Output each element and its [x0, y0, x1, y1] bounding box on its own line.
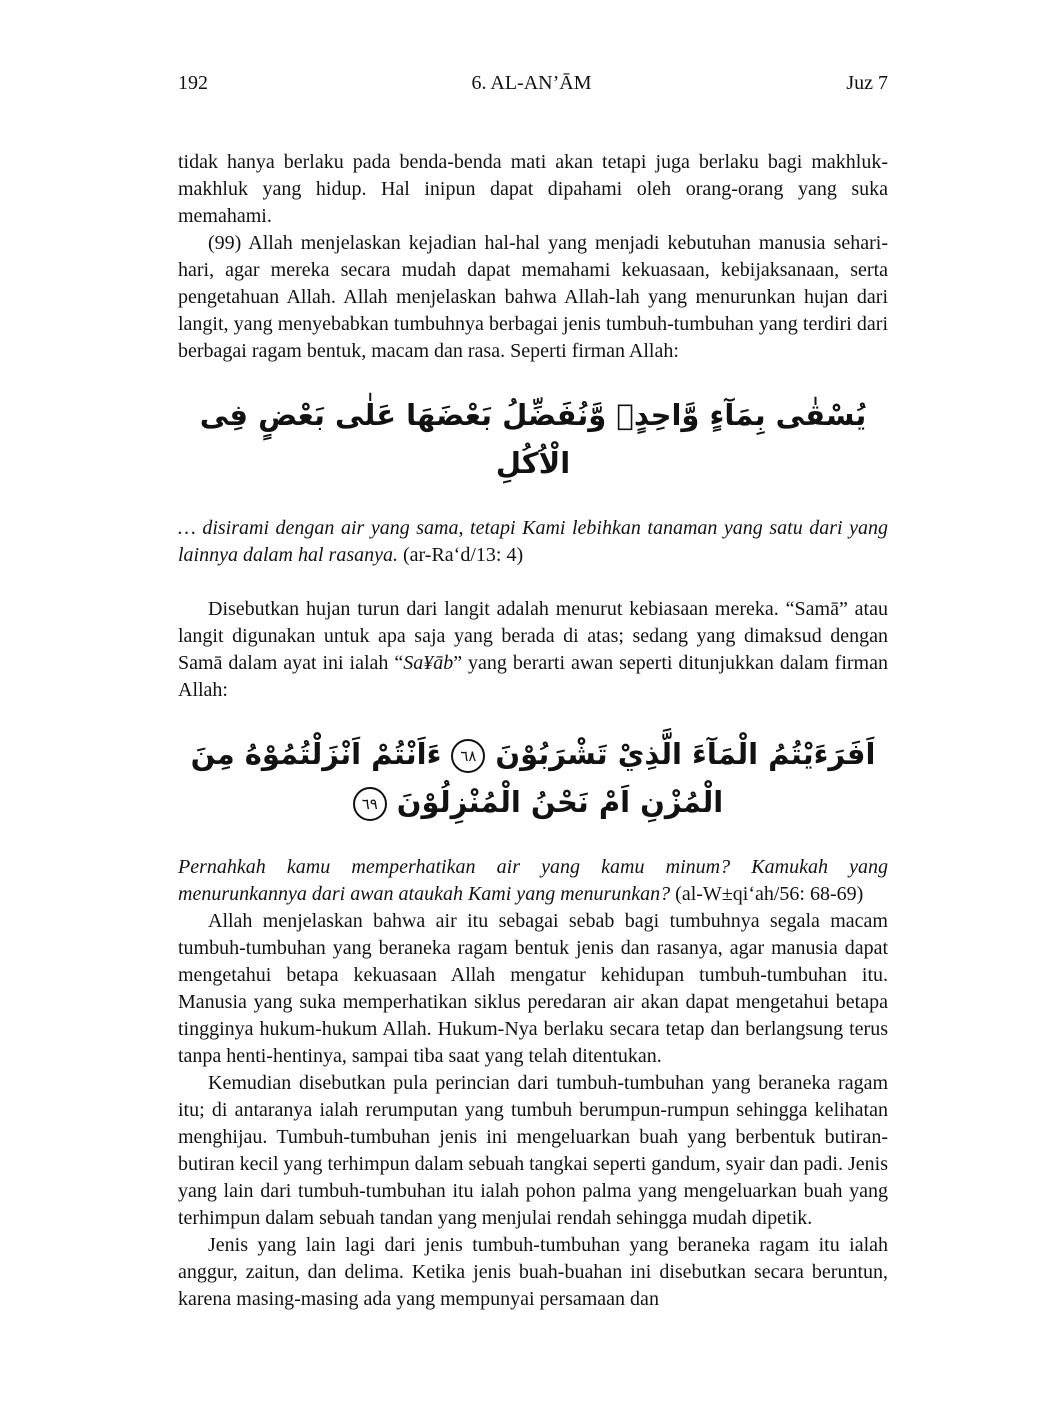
page-number: 192 [178, 72, 208, 94]
body-paragraph-jenis-lain: Jenis yang lain lagi dari jenis tumbuh-tumbuhan yang beraneka ragam itu ialah anggur, zaitun, dan delima. Ketika jenis buah-buahan ini disebutkan secara beruntun, karena masing-masing ada yang mempunyai persamaan dan [178, 1234, 888, 1310]
translation-reference: (ar-Ra‘d/13: 4) [398, 544, 524, 566]
verse-translation-al-waqiah [178, 854, 888, 908]
ayah-number-68: ٦٨ [451, 739, 485, 773]
ayah-number-69: ٦٩ [353, 787, 387, 821]
surah-title: 6. AL-AN’ĀM [471, 72, 592, 94]
body-paragraph-sama [178, 596, 888, 704]
arabic-verse-al-waqiah [178, 730, 888, 826]
body-paragraph-air: Allah menjelaskan bahwa air itu sebagai sebab bagi tumbuhnya segala macam tumbuh-tumbuhan yang beraneka ragam bentuk jenis dan rasanya, agar manusia dapat mengetahui betapa kekuasaan Allah mengatur kehidupan tumbuh-tumbuhan itu. Manusia yang suka memperhatikan siklus peredaran air akan dapat mengetahui betapa tingginya hukum-hukum Allah. Hukum-Nya berlaku secara tetap dan berlangsung terus tanpa henti-hentinya, sampai tiba saat yang telah ditentukan. [178, 910, 888, 1067]
body-paragraph-perincian: Kemudian disebutkan pula perincian dari tumbuh-tumbuhan yang beraneka ragam itu; di antaranya ialah rerumputan yang tumbuh berumpun-rumpun sehingga kelihatan menghijau. Tumbuh-tumbuhan jenis ini mengeluarkan buah yang berbentuk butiran-butiran kecil yang terhimpun dalam sebuah tangkai seperti gandum, syair dan padi. Jenis yang lain dari tumbuh-tumbuhan itu ialah pohon palma yang mengeluarkan buah yang terhimpun dalam sebuah tandan yang menjulai rendah sehingga mudah dipetik. [178, 1072, 888, 1229]
body-paragraph-continuation: tidak hanya berlaku pada benda-benda mati akan tetapi juga berlaku bagi makhluk-makhluk yang hidup. Hal inipun dapat dipahami oleh orang-orang yang suka memahami. [178, 151, 888, 227]
paragraph-segment: Disebutkan hujan turun dari langit adalah menurut kebiasaan mereka. “Samā” atau langit digunakan untuk apa saja yang berada di atas; sedang yang dimaksud dengan Samā dalam ayat ini ialah “ [178, 598, 888, 674]
translation-reference: (al-W±qi‘ah/56: 68-69) [670, 883, 864, 905]
arabic-verse-text: ءَاَنْتُمْ اَنْزَلْتُمُوْهُ مِنَ الْمُزْنِ اَمْ نَحْنُ الْمُنْزِلُوْنَ [190, 737, 724, 819]
arabic-verse-text: اَفَرَءَيْتُمُ الْمَآءَ الَّذِيْ تَشْرَبُوْنَ [495, 737, 876, 771]
paragraph-segment: ” yang berarti awan seperti ditunjukkan dalam firman Allah: [178, 652, 888, 701]
translation-text: Pernahkah kamu memperhatikan air yang kamu minum? Kamukah yang menurunkannya dari awan ataukah Kami yang menurunkan? [178, 856, 888, 905]
translation-text: … disirami dengan air yang sama, tetapi Kami lebihkan tanaman yang satu dari yang lainnya dalam hal rasanya. [178, 517, 888, 566]
page-header [178, 70, 888, 97]
arabic-verse-ar-rad: يُسْقٰى بِمَآءٍ وَّاحِدٍۙ وَّنُفَضِّلُ بَعْضَهَا عَلٰى بَعْضٍ فِى الْاُكُلِ [199, 398, 867, 480]
paragraph-segment-italic: Sa¥āb [403, 652, 454, 674]
body-paragraph-verse-99: (99) Allah menjelaskan kejadian hal-hal yang menjadi kebutuhan manusia sehari-hari, agar mereka secara mudah dapat memahami kekuasaan, kebijaksanaan, serta pengetahuan Allah. Allah menjelaskan bahwa Allah-lah yang menurunkan hujan dari langit, yang menyebabkan tumbuhnya berbagai jenis tumbuh-tumbuhan yang terdiri dari berbagai ragam bentuk, macam dan rasa. Seperti firman Allah: [178, 232, 888, 362]
juz-label: Juz 7 [846, 72, 888, 94]
verse-translation-ar-rad [178, 515, 888, 569]
